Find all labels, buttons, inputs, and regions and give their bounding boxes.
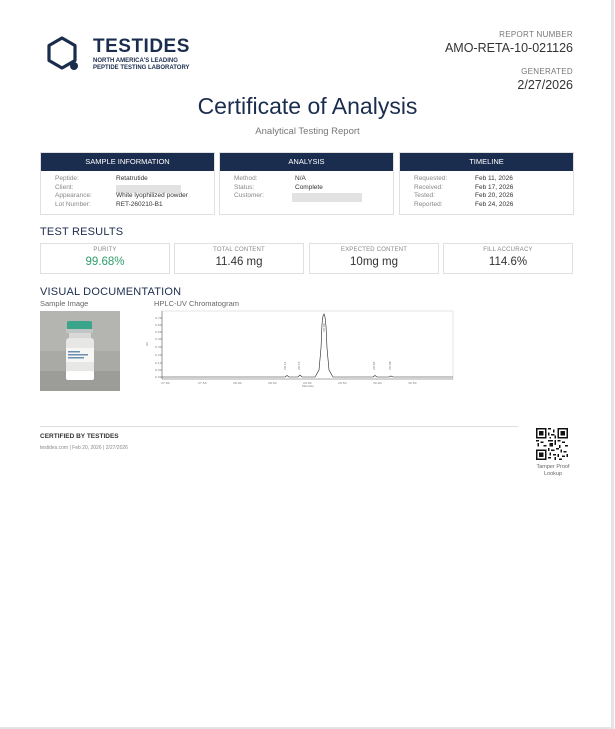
svg-text:29.50: 29.50	[338, 381, 347, 385]
chromatogram-caption: HPLC-UV Chromatogram	[154, 299, 240, 308]
reported-value: Feb 24, 2026	[475, 201, 514, 209]
analysis-header: ANALYSIS	[220, 153, 393, 171]
generated-date: 2/27/2026	[517, 78, 573, 92]
brand-name: TESTIDES	[93, 36, 190, 57]
footer-divider	[40, 426, 518, 427]
purity-label: PURITY	[93, 247, 117, 253]
client-row	[55, 184, 214, 193]
appearance-label: Appearance:	[55, 192, 92, 200]
status-row	[234, 184, 393, 193]
svg-text:0.30: 0.30	[155, 345, 162, 349]
svg-text:28.00: 28.00	[233, 381, 242, 385]
total-content-label: TOTAL CONTENT	[213, 247, 265, 253]
status-value: Complete	[295, 183, 323, 191]
svg-text:0.60: 0.60	[155, 323, 162, 327]
requested-label: Requested:	[414, 175, 448, 182]
sample-information-panel	[40, 152, 215, 215]
sample-image-caption: Sample Image	[40, 299, 89, 308]
reported-row	[414, 201, 573, 210]
report-meta	[445, 30, 573, 92]
requested-value: Feb 11, 2026	[475, 175, 513, 182]
qr-caption	[523, 464, 583, 478]
peptide-row	[55, 175, 214, 184]
qr-caption-line-2: Lookup	[543, 471, 563, 477]
fill-accuracy-card	[443, 243, 573, 274]
brand-tagline	[93, 58, 190, 72]
timeline-panel	[399, 152, 574, 215]
fill-accuracy-label: FILL ACCURACY	[483, 247, 533, 253]
appearance-value: White lyophilized powder	[116, 192, 188, 200]
lot-label: Lot Number:	[55, 201, 91, 209]
svg-text:29.83: 29.83	[372, 361, 376, 370]
footer-meta: testides.com | Feb 20, 2026 | 2/27/2026	[40, 445, 128, 451]
tagline-line-1: NORTH AMERICA'S LEADING	[93, 58, 178, 64]
method-row	[234, 175, 393, 184]
total-content-card	[174, 243, 304, 274]
svg-text:28.50: 28.50	[268, 381, 277, 385]
reported-label: Reported:	[414, 201, 443, 209]
purity-value: 99.68%	[85, 256, 125, 268]
status-label: Status:	[234, 183, 255, 191]
expected-content-card	[309, 243, 439, 274]
svg-text:AU: AU	[145, 341, 149, 346]
hplc-chromatogram	[145, 308, 457, 396]
expected-content-label: EXPECTED CONTENT	[340, 247, 408, 253]
lot-value: RET-260210-B1	[116, 201, 163, 209]
svg-text:0.00: 0.00	[155, 375, 162, 379]
tested-value: Feb 20, 2026	[475, 192, 514, 200]
sample-vial-image	[40, 311, 120, 391]
received-row	[414, 184, 573, 193]
customer-redacted	[292, 193, 362, 202]
method-value: N/A	[295, 175, 306, 182]
lot-row	[55, 201, 214, 210]
customer-label: Customer:	[234, 192, 264, 200]
svg-text:30.50: 30.50	[408, 381, 417, 385]
timeline-header: TIMELINE	[400, 153, 573, 171]
tested-label: Tested:	[414, 192, 435, 200]
generated-label: GENERATED	[521, 67, 573, 76]
visual-documentation-heading: VISUAL DOCUMENTATION	[40, 286, 182, 298]
page-title: Certificate of Analysis	[197, 93, 418, 119]
svg-text:27.50: 27.50	[198, 381, 207, 385]
svg-text:30.08: 30.08	[388, 361, 392, 370]
svg-text:30.00: 30.00	[373, 381, 382, 385]
svg-text:Minutes: Minutes	[302, 384, 314, 388]
requested-row	[414, 175, 573, 184]
total-content-value: 11.46 mg	[215, 256, 263, 268]
hexagon-logo-icon	[46, 34, 82, 74]
client-label: Client:	[55, 183, 74, 191]
certified-by: CERTIFIED BY TESTIDES	[40, 433, 119, 440]
svg-text:0.50: 0.50	[155, 330, 162, 334]
report-number: AMO-RETA-10-021126	[444, 41, 573, 55]
svg-text:28.41: 28.41	[283, 361, 287, 370]
appearance-row	[55, 192, 214, 201]
customer-row	[234, 192, 393, 201]
qr-caption-line-1: Tamper Proof	[536, 464, 570, 470]
svg-text:0.40: 0.40	[155, 337, 162, 341]
peptide-value: Retatrutide	[116, 175, 148, 182]
svg-text:0.20: 0.20	[155, 353, 162, 357]
expected-content-value: 10mg mg	[350, 256, 398, 268]
purity-card	[40, 243, 170, 274]
page-subtitle: Analytical Testing Report	[255, 126, 360, 137]
svg-text:0.10: 0.10	[155, 361, 162, 365]
tested-row	[414, 192, 573, 201]
sample-information-header: SAMPLE INFORMATION	[41, 153, 214, 171]
svg-text:0.70: 0.70	[155, 316, 162, 320]
svg-text:27.00: 27.00	[161, 381, 170, 385]
method-label: Method:	[234, 175, 258, 182]
peptide-label: Peptide:	[55, 175, 79, 182]
svg-text:28.53: 28.53	[297, 361, 301, 370]
received-label: Received:	[414, 183, 443, 191]
fill-accuracy-value: 114.6%	[488, 256, 528, 268]
analysis-panel	[219, 152, 394, 215]
test-results-heading: TEST RESULTS	[40, 226, 124, 238]
tagline-line-2: PEPTIDE TESTING LABORATORY	[93, 65, 190, 71]
svg-text:29.00: 29.00	[303, 381, 312, 385]
qr-code-icon[interactable]	[536, 428, 568, 460]
svg-text:28.98: 28.98	[322, 323, 326, 332]
report-number-label: REPORT NUMBER	[499, 30, 573, 39]
svg-text:0.04: 0.04	[155, 368, 162, 372]
received-value: Feb 17, 2026	[475, 183, 514, 191]
